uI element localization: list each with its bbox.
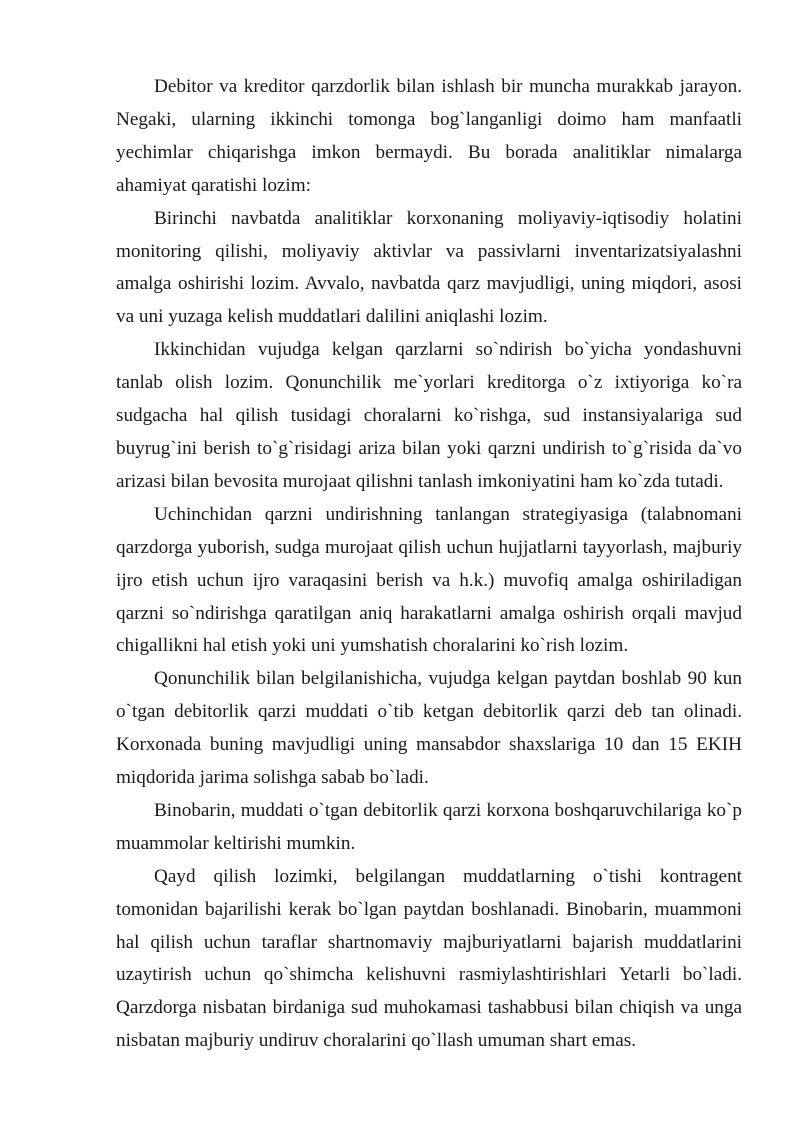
paragraph-second-point: Ikkinchidan vujudga kelgan qarzlarni so`ndirish bo`yicha yondashuvni tanlab olish lozim. Qonunchilik me`yorlari kreditorga o`z ixtiyoriga ko`ra sudgacha hal qilish tusidagi choralarni ko`rishga, sud instansiyalariga sud buyrug`ini berish to`g`risidagi ariza bilan yoki qarzni undirish to`g`risida da`vo arizasi bilan bevosita murojaat qilishni tanlash imkoniyatini ham ko`zda tutadi. — [116, 339, 742, 492]
paragraph-deadlines: Qayd qilish lozimki, belgilangan muddatlarning o`tishi kontragent tomonidan bajarilishi kerak bo`lgan paytdan boshlanadi. Binobarin, muammoni hal qilish uchun taraflar shartnomaviy majburiyatlarni bajarish muddatlarini uzaytirish uchun qo`shimcha kelishuvni rasmiylashtirishlari Yetarli bo`ladi. Qarzdorga nisbatan birdaniga sud muhokamasi tashabbusi bilan chiqish va unga nisbatan majburiy undiruv choralarini qo`llash umuman shart emas. — [116, 865, 742, 1052]
paragraph-consequence: Binobarin, muddati o`tgan debitorlik qarzi korxona boshqaruvchilariga ko`p muammolar keltirishi mumkin. — [116, 799, 742, 854]
paragraph-legislation: Qonunchilik bilan belgilanishicha, vujudga kelgan paytdan boshlab 90 kun o`tgan debitorlik qarzi muddati o`tib ketgan debitorlik qarzi deb tan olinadi. Korxonada buning mavjudligi uning mansabdor shaxslariga 10 dan 15 EKIH miqdorida jarima solishga sabab bo`ladi. — [116, 668, 742, 789]
document-body — [116, 71, 742, 1058]
paragraph-first-point: Birinchi navbatda analitiklar korxonaning moliyaviy-iqtisodiy holatini monitoring qilishi, moliyaviy aktivlar va passivlarni inventarizatsiyalashni amalga oshirishi lozim. Avvalo, navbatda qarz mavjudligi, uning miqdori, asosi va uni yuzaga kelish muddatlari dalilini aniqlashi lozim. — [116, 207, 742, 328]
paragraph-intro: Debitor va kreditor qarzdorlik bilan ishlash bir muncha murakkab jarayon. Negaki, ularning ikkinchi tomonga bog`langanligi doimo ham manfaatli yechimlar chiqarishga imkon bermaydi. Bu borada analitiklar nimalarga ahamiyat qaratishi lozim: — [116, 76, 742, 196]
paragraph-third-point: Uchinchidan qarzni undirishning tanlangan strategiyasiga (talabnomani qarzdorga yuborish, sudga murojaat qilish uchun hujjatlarni tayyorlash, majburiy ijro etish uchun ijro varaqasini berish va h.k.) muvofiq amalga oshiriladigan qarzni so`ndirishga qaratilgan aniq harakatlarni amalga oshirish orqali mavjud chigallikni hal etish yoki uni yumshatish choralarini ko`rish lozim. — [116, 503, 742, 657]
